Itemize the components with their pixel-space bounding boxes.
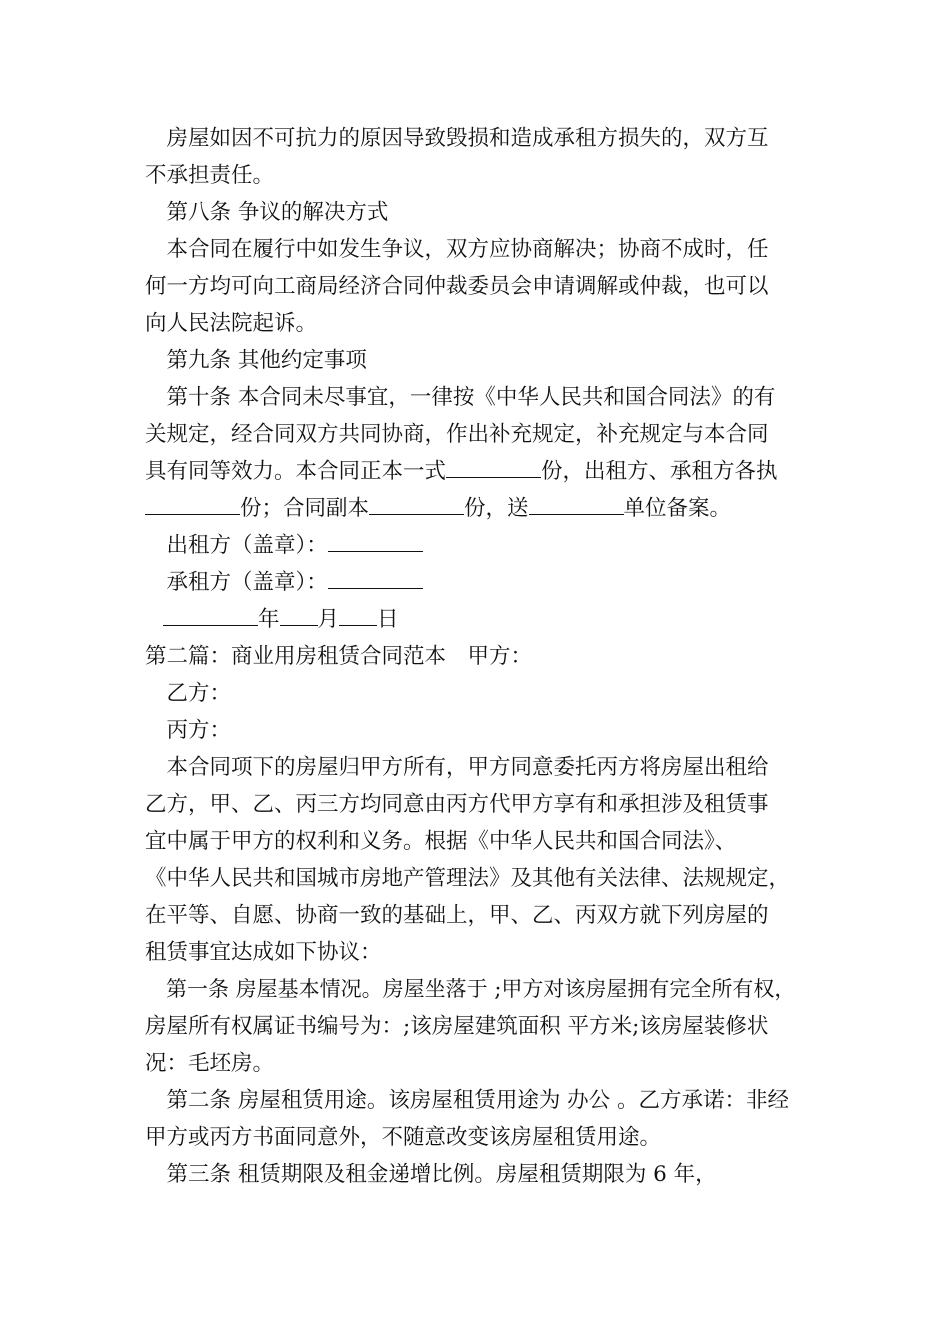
- text-line: 在平等、自愿、协商一致的基础上，甲、乙、丙双方就下列房屋的: [145, 903, 769, 928]
- text-segment: 份；合同副本: [240, 496, 370, 521]
- text-line: 宜中属于甲方的权利和义务。根据《中华人民共和国合同法》、: [145, 829, 737, 854]
- text-line: 本合同项下的房屋归甲方所有，甲方同意委托丙方将房屋出租给: [145, 755, 769, 780]
- text-line: 乙方，甲、乙、丙三方均同意由丙方代甲方享有和承担涉及租赁事: [145, 792, 769, 817]
- text-line: 房屋如因不可抗力的原因导致毁损和造成承租方损失的，双方互: [145, 126, 769, 151]
- month-blank[interactable]: [280, 603, 318, 626]
- text-line: 第三条 租赁期限及租金递增比例。房屋租赁期限为 6 年，: [145, 1162, 717, 1187]
- text-line: 关规定，经合同双方共同协商，作出补充规定，补充规定与本合同: [145, 422, 769, 447]
- section-heading: 第九条 其他约定事项: [145, 348, 367, 373]
- text-line-with-blanks: [145, 490, 731, 527]
- year-label: 年: [258, 607, 280, 632]
- text-segment: 份，送: [464, 496, 529, 521]
- text-line: 本合同在履行中如发生争议，双方应协商解决；协商不成时，任: [145, 237, 769, 262]
- document-page: [145, 120, 810, 1220]
- text-line: 不承担责任。: [145, 163, 275, 188]
- fill-blank[interactable]: [529, 492, 624, 515]
- chapter-heading: 第二篇：商业用房租赁合同范本 甲方：: [145, 644, 533, 669]
- fill-blank[interactable]: [446, 455, 541, 478]
- text-line: 甲方或丙方书面同意外，不随意改变该房屋租赁用途。: [145, 1125, 662, 1150]
- party-b-label: 乙方：: [145, 681, 232, 706]
- text-line: 何一方均可向工商局经济合同仲裁委员会申请调解或仲裁，也可以: [145, 274, 769, 299]
- lessor-signature-blank[interactable]: [328, 529, 423, 552]
- fill-blank[interactable]: [145, 492, 240, 515]
- day-label: 日: [377, 607, 399, 632]
- lessor-label: 出租方（盖章）：: [145, 533, 328, 558]
- year-blank[interactable]: [163, 603, 258, 626]
- date-line: [145, 601, 399, 638]
- text-line: 房屋所有权属证书编号为：;该房屋建筑面积 平方米;该房屋装修状: [145, 1014, 769, 1039]
- text-line: 第一条 房屋基本情况。房屋坐落于 ;甲方对该房屋拥有完全所有权，: [145, 977, 796, 1001]
- text-segment: 份，出租方、承租方各执: [541, 459, 778, 484]
- text-segment: 单位备案。: [623, 496, 732, 521]
- section-heading: 第八条 争议的解决方式: [145, 200, 389, 225]
- fill-blank[interactable]: [369, 492, 464, 515]
- day-blank[interactable]: [339, 603, 377, 626]
- text-line: 租赁事宜达成如下协议：: [145, 940, 382, 965]
- lessee-signature-blank[interactable]: [328, 566, 423, 589]
- lessee-label: 承租方（盖章）：: [145, 570, 328, 595]
- text-line: 《中华人民共和国城市房地产管理法》及其他有关法律、法规规定，: [145, 866, 791, 891]
- text-line: 向人民法院起诉。: [145, 311, 318, 336]
- lessor-signature-line: [145, 527, 423, 564]
- lessee-signature-line: [145, 564, 423, 601]
- text-line: 第二条 房屋租赁用途。该房屋租赁用途为 办公 。乙方承诺：非经: [145, 1088, 790, 1113]
- text-line: 况：毛坯房。: [145, 1051, 275, 1076]
- party-c-label: 丙方：: [145, 718, 232, 743]
- text-segment: 具有同等效力。本合同正本一式: [145, 459, 447, 484]
- text-line: 第十条 本合同未尽事宜，一律按《中华人民共和国合同法》的有: [145, 385, 776, 410]
- text-line-with-blanks: [145, 453, 778, 490]
- month-label: 月: [317, 607, 340, 632]
